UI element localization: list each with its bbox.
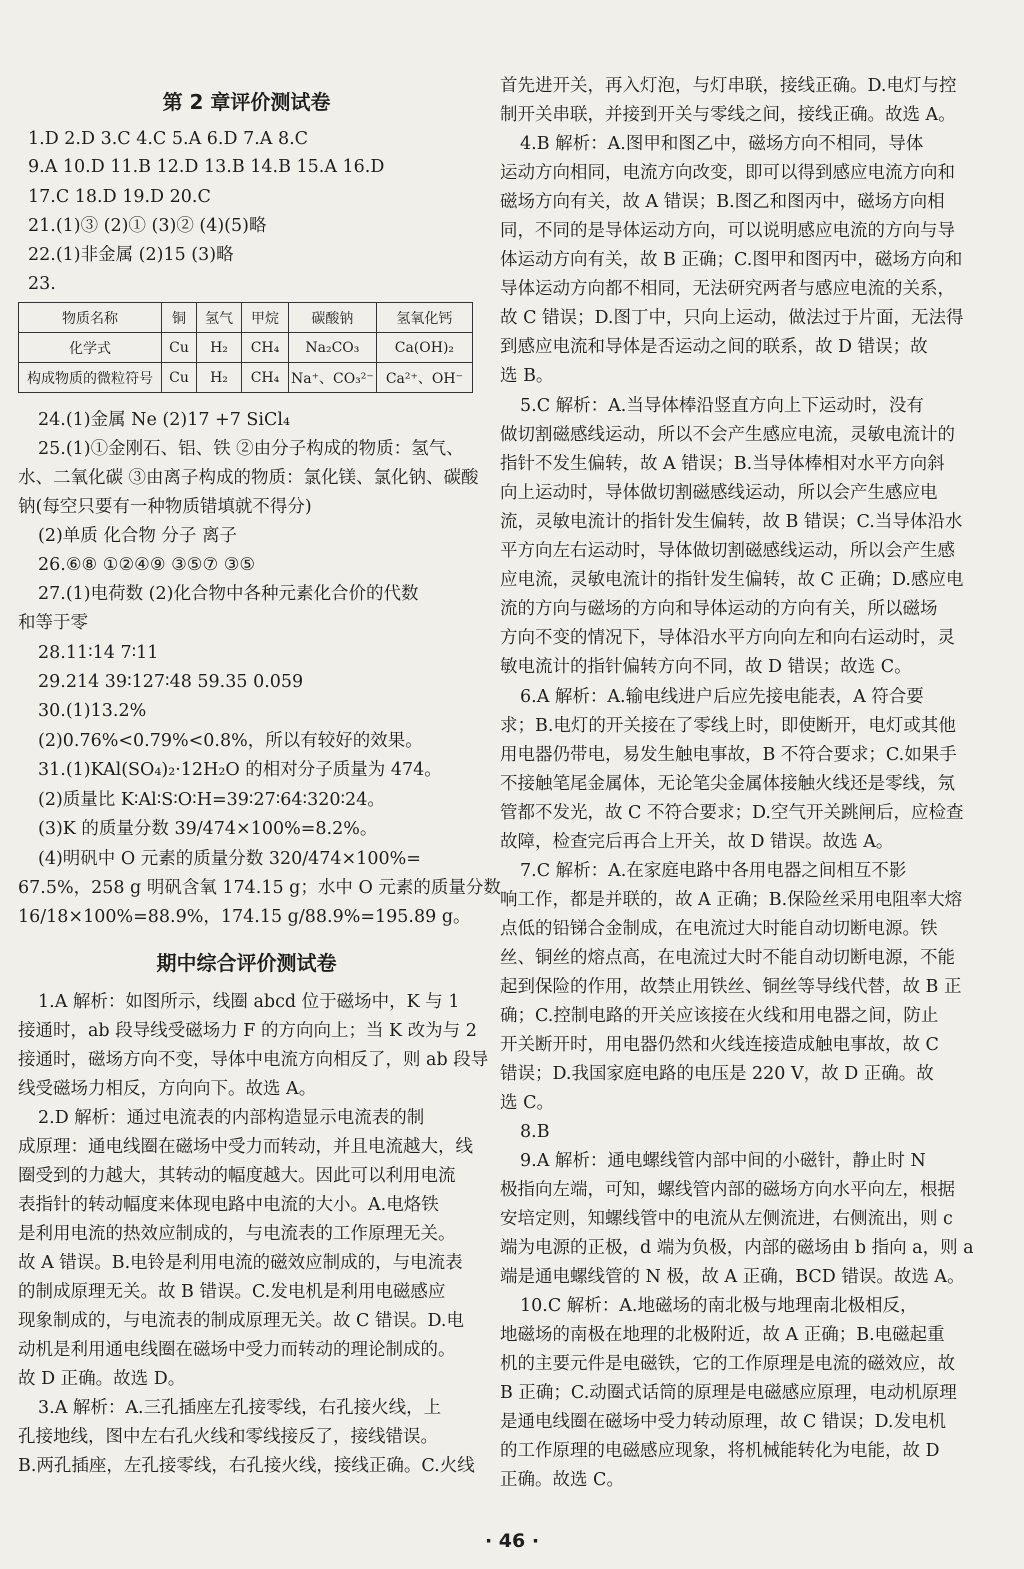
solution-line: 的制成原理无关。故 B 错误。C.发电机是利用电磁感应	[18, 1282, 446, 1302]
answer-line: 21.(1)③ (2)① (3)② (4)(5)略	[28, 216, 267, 236]
table-cell: Cu	[162, 333, 197, 363]
solution-line: 表指针的转动幅度来体现电路中电流的大小。A.电烙铁	[18, 1195, 439, 1215]
table-header: 碳酸钠	[289, 303, 377, 333]
answer-line: 16/18×100%=88.9%，174.15 g/88.9%=195.89 g。	[18, 907, 471, 927]
solution-line: B 正确；C.动圈式话筒的原理是电磁感应原理，电动机原理	[500, 1383, 957, 1403]
table-header: 甲烷	[242, 303, 289, 333]
table-row	[19, 333, 473, 363]
answer-line: 水、二氧化碳 ③由离子构成的物质：氯化镁、氯化钠、碳酸	[18, 468, 479, 488]
answer-line: 26.⑥⑧ ①②④⑨ ③⑤⑦ ③⑤	[38, 555, 256, 575]
table-cell: H₂	[197, 333, 242, 363]
solution-line: 端为电源的正极，d 端为负极，内部的磁场由 b 指向 a，则 a	[500, 1238, 974, 1258]
solution-line: 做切割磁感线运动，所以不会产生感应电流，灵敏电流计的	[500, 425, 955, 445]
table-cell: CH₄	[242, 333, 289, 363]
solution-line: 安培定则，知螺线管中的电流从左侧流进，右侧流出，则 c	[500, 1209, 953, 1229]
solution-line: 错误；D.我国家庭电路的电压是 220 V，故 D 正确。故	[500, 1064, 934, 1084]
solution-line: 故障，检查完后再合上开关，故 D 错误。故选 A。	[500, 832, 894, 852]
solution-line: 用电器仍带电，易发生触电事故，B 不符合要求；C.如果手	[500, 745, 957, 765]
solution-line: 丝、铜丝的熔点高，在电流过大时不能自动切断电源，不能	[500, 948, 955, 968]
solution-line: 故 A 错误。B.电铃是利用电流的磁效应制成的，与电流表	[18, 1253, 463, 1273]
solution-line: 是通电线圈在磁场中受力转动原理，故 C 错误；D.发电机	[500, 1412, 946, 1432]
solution-line: 首先进开关，再入灯泡，与灯串联，接线正确。D.电灯与控	[500, 76, 957, 96]
solution-line: 成原理：通电线圈在磁场中受力而转动，并且电流越大，线	[18, 1137, 473, 1157]
solution-line: 方向不变的情况下，导体沿水平方向向左和向右运动时，灵	[500, 628, 955, 648]
table-header-row	[19, 303, 473, 333]
solution-line: 地磁场的南极在地理的北极附近，故 A 正确；B.电磁起重	[500, 1325, 945, 1345]
table-cell: Ca²⁺、OH⁻	[376, 363, 472, 393]
answer-line: (2)质量比 K∶Al∶S∶O∶H=39∶27∶64∶320∶24。	[38, 790, 385, 810]
answer-line: 67.5%，258 g 明矾含氧 174.15 g；水中 O 元素的质量分数	[18, 878, 501, 898]
solution-line: 流，灵敏电流计的指针发生偏转，故 B 错误；C.当导体沿水	[500, 512, 963, 532]
table-row	[19, 363, 473, 393]
table-header: 氢气	[197, 303, 242, 333]
answer-line: 17.C 18.D 19.D 20.C	[28, 187, 211, 207]
solution-line: 端是通电螺线管的 N 极，故 A 正确，BCD 错误。故选 A。	[500, 1267, 965, 1287]
table-header: 氢氧化钙	[376, 303, 472, 333]
answer-line: 9.A 10.D 11.B 12.D 13.B 14.B 15.A 16.D	[28, 157, 385, 177]
solution-line: 10.C 解析：A.地磁场的南北极与地理南北极相反，	[520, 1296, 918, 1316]
solution-line: 求；B.电灯的开关接在了零线上时，即使断开，电灯或其他	[500, 716, 956, 736]
table-cell: Na⁺、CO₃²⁻	[289, 363, 377, 393]
solution-line: 流的方向与磁场的方向和导体运动的方向有关，所以磁场	[500, 599, 938, 619]
answer-line: 28.11∶14 7∶11	[38, 643, 159, 663]
solution-line: 4.B 解析：A.图甲和图乙中，磁场方向不相同，导体	[520, 134, 924, 154]
answer-line: 30.(1)13.2%	[38, 701, 147, 721]
solution-line: 敏电流计的指针偏转方向不同，故 D 错误；故选 C。	[500, 657, 912, 677]
solution-line: 现象制成的，与电流表的制成原理无关。故 C 错误。D.电	[18, 1311, 464, 1331]
answer-line: (4)明矾中 O 元素的质量分数 320/474×100%=	[38, 849, 421, 869]
answer-line: 钠(每空只要有一种物质错填就不得分)	[18, 497, 312, 517]
solution-line: 7.C 解析：A.在家庭电路中各用电器之间相互不影	[520, 861, 907, 881]
solution-line: 导体运动方向都不相同，无法研究两者与感应电流的关系，	[500, 279, 955, 299]
solution-line: 接通时，ab 段导线受磁场力 F 的方向向上；当 K 改为与 2	[18, 1021, 477, 1041]
solution-line: 平方向左右运动时，导体做切割磁感线运动，所以会产生感	[500, 541, 955, 561]
answer-line: 22.(1)非金属 (2)15 (3)略	[28, 245, 234, 265]
answer-line: 25.(1)①金刚石、铝、铁 ②由分子构成的物质：氢气、	[38, 439, 464, 459]
solution-line: 正确。故选 C。	[500, 1470, 624, 1490]
substance-table	[18, 302, 473, 393]
answer-line: 27.(1)电荷数 (2)化合物中各种元素化合价的代数	[38, 584, 419, 604]
solution-line: 3.A 解析：A.三孔插座左孔接零线，右孔接火线，上	[38, 1398, 442, 1418]
solution-line: 极指向左端，可知，螺线管内部的磁场方向水平向左，根据	[500, 1180, 955, 1200]
table-cell: Ca(OH)₂	[376, 333, 472, 363]
answer-line: 29.214 39∶127∶48 59.35 0.059	[38, 672, 304, 692]
solution-line: 向上运动时，导体做切割磁感线运动，所以会产生感应电	[500, 483, 938, 503]
table-cell: Cu	[162, 363, 197, 393]
solution-line: 同，不同的是导体运动方向，可以说明感应电流的方向与导	[500, 221, 955, 241]
answer-line: (2)0.76%<0.79%<0.8%，所以有较好的效果。	[38, 731, 423, 751]
solution-line: 运动方向相同，电流方向改变，即可以得到感应电流方向和	[500, 163, 955, 183]
solution-line: 到感应电流和导体是否运动之间的联系，故 D 错误；故	[500, 337, 928, 357]
solution-line: 6.A 解析：A.输电线进户后应先接电能表，A 符合要	[520, 687, 924, 707]
solution-line: 是利用电流的热效应制成的，与电流表的工作原理无关。	[18, 1224, 456, 1244]
solution-line: 接通时，磁场方向不变，导体中电流方向相反了，则 ab 段导	[18, 1050, 489, 1070]
solution-line: 选 B。	[500, 366, 554, 386]
answer-line: 31.(1)KAl(SO₄)₂·12H₂O 的相对分子质量为 474。	[38, 760, 442, 780]
table-cell: Na₂CO₃	[289, 333, 377, 363]
solution-line: 响工作，都是并联的，故 A 正确；B.保险丝采用电阻率大熔	[500, 890, 963, 910]
table-header: 物质名称	[19, 303, 162, 333]
solution-line: 管都不发光，故 C 不符合要求；D.空气开关跳闸后，应检查	[500, 803, 964, 823]
answer-line: 24.(1)金属 Ne (2)17 +7 SiCl₄	[38, 410, 290, 430]
solution-line: 动机是利用通电线圈在磁场中受力而转动的理论制成的。	[18, 1340, 456, 1360]
solution-line: 机的主要元件是电磁铁，它的工作原理是电流的磁效应，故	[500, 1354, 955, 1374]
solution-line: 应电流，灵敏电流计的指针发生偏转，故 C 正确；D.感应电	[500, 570, 964, 590]
table-cell: 构成物质的微粒符号	[19, 363, 162, 393]
solution-line: 线受磁场力相反，方向向下。故选 A。	[18, 1079, 317, 1099]
solution-line: 孔接地线，图中左右孔火线和零线接反了，接线错误。	[18, 1427, 438, 1447]
table-header: 铜	[162, 303, 197, 333]
solution-line: 1.A 解析：如图所示，线圈 abcd 位于磁场中，K 与 1	[38, 992, 460, 1012]
solution-line: 体运动方向有关，故 B 正确；C.图甲和图丙中，磁场方向和	[500, 250, 963, 270]
solution-line: 2.D 解析：通过电流表的内部构造显示电流表的制	[38, 1108, 425, 1128]
solution-line: 点低的铅锑合金制成，在电流过大时能自动切断电源。铁	[500, 919, 938, 939]
solution-line: 圈受到的力越大，其转动的幅度越大。因此可以利用电流	[18, 1166, 456, 1186]
solution-line: 指针不发生偏转，故 A 错误；B.当导体棒相对水平方向斜	[500, 454, 945, 474]
chapter2-title: 第 2 章评价测试卷	[162, 90, 331, 114]
table-cell: H₂	[197, 363, 242, 393]
solution-line: 开关断开时，用电器仍然和火线连接造成触电事故，故 C	[500, 1035, 939, 1055]
answer-line: 23.	[28, 274, 56, 294]
table-cell: 化学式	[19, 333, 162, 363]
answer-line: 和等于零	[18, 613, 88, 633]
solution-line: 起到保险的作用，故禁止用铁丝、铜丝等导线代替，故 B 正	[500, 977, 962, 997]
solution-line: 制开关串联，并接到开关与零线之间，接线正确。故选 A。	[500, 105, 956, 125]
page-number: · 46 ·	[484, 1530, 540, 1552]
solution-line: 选 C。	[500, 1093, 554, 1113]
solution-line: 故 C 错误；D.图丁中，只向上运动，做法过于片面，无法得	[500, 308, 964, 328]
solution-line: 的工作原理的电磁感应现象，将机械能转化为电能，故 D	[500, 1441, 940, 1461]
solution-line: 确；C.控制电路的开关应该接在火线和用电器之间，防止	[500, 1006, 939, 1026]
answer-line: (2)单质 化合物 分子 离子	[38, 526, 237, 546]
table-cell: CH₄	[242, 363, 289, 393]
solution-line: B.两孔插座，左孔接零线，右孔接火线，接线正确。C.火线	[18, 1456, 475, 1476]
solution-line: 磁场方向有关，故 A 错误；B.图乙和图丙中，磁场方向相	[500, 192, 945, 212]
answer-line: (3)K 的质量分数 39/474×100%=8.2%。	[38, 819, 378, 839]
solution-line: 8.B	[520, 1122, 550, 1142]
solution-line: 故 D 正确。故选 D。	[18, 1369, 186, 1389]
solution-line: 不接触笔尾金属体，无论笔尖金属体接触火线还是零线，氖	[500, 774, 955, 794]
solution-line: 9.A 解析：通电螺线管内部中间的小磁针，静止时 N	[520, 1151, 926, 1171]
solution-line: 5.C 解析：A.当导体棒沿竖直方向上下运动时，没有	[520, 396, 924, 416]
answer-line: 1.D 2.D 3.C 4.C 5.A 6.D 7.A 8.C	[28, 129, 309, 149]
midterm-title: 期中综合评价测试卷	[156, 951, 337, 975]
